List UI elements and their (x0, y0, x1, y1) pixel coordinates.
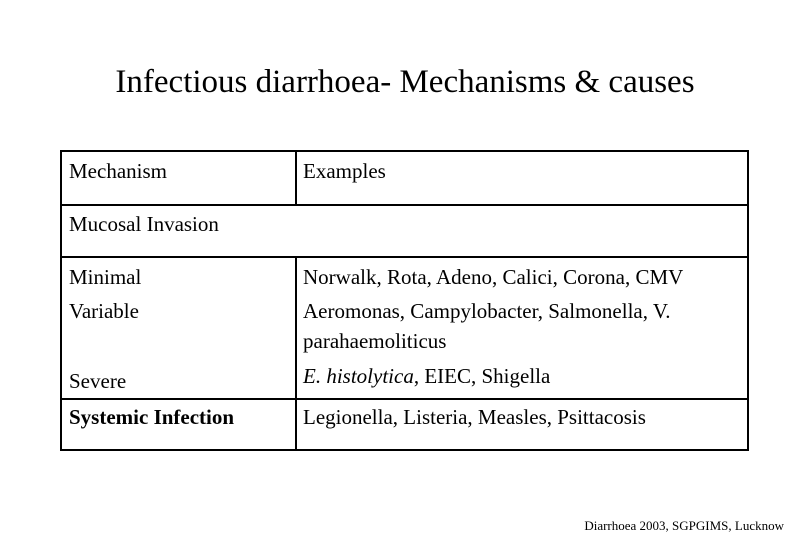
row-systemic-mechanism: Systemic Infection (69, 405, 235, 429)
mechanisms-table (60, 150, 749, 451)
row-severe-mechanism: Severe (69, 369, 127, 393)
footer-credit: Diarrhoea 2003, SGPGIMS, Lucknow (584, 518, 784, 533)
row-minimal-examples: Norwalk, Rota, Adeno, Calici, Corona, CMV (303, 265, 684, 289)
table-divider (62, 256, 747, 258)
header-mechanism: Mechanism (69, 159, 167, 183)
section-heading-mucosal-invasion: Mucosal Invasion (69, 212, 219, 236)
row-severe-examples-rest: , EIEC, Shigella (413, 364, 551, 388)
row-variable-mechanism: Variable (69, 299, 139, 323)
row-variable-examples-line2: parahaemoliticus (303, 329, 447, 353)
row-severe-examples-italic: E. histolytica (303, 364, 414, 388)
row-variable-examples-line1: Aeromonas, Campylobacter, Salmonella, V. (303, 299, 671, 323)
column-divider (295, 258, 297, 451)
table-divider (62, 204, 747, 206)
row-severe-examples (303, 361, 550, 391)
slide-title: Infectious diarrhoea- Mechanisms & causes (115, 64, 695, 100)
column-divider (295, 152, 297, 204)
table-divider (62, 398, 747, 400)
row-minimal-mechanism: Minimal (69, 265, 142, 289)
row-systemic-examples: Legionella, Listeria, Measles, Psittacosis (303, 405, 646, 429)
header-examples: Examples (303, 159, 386, 183)
